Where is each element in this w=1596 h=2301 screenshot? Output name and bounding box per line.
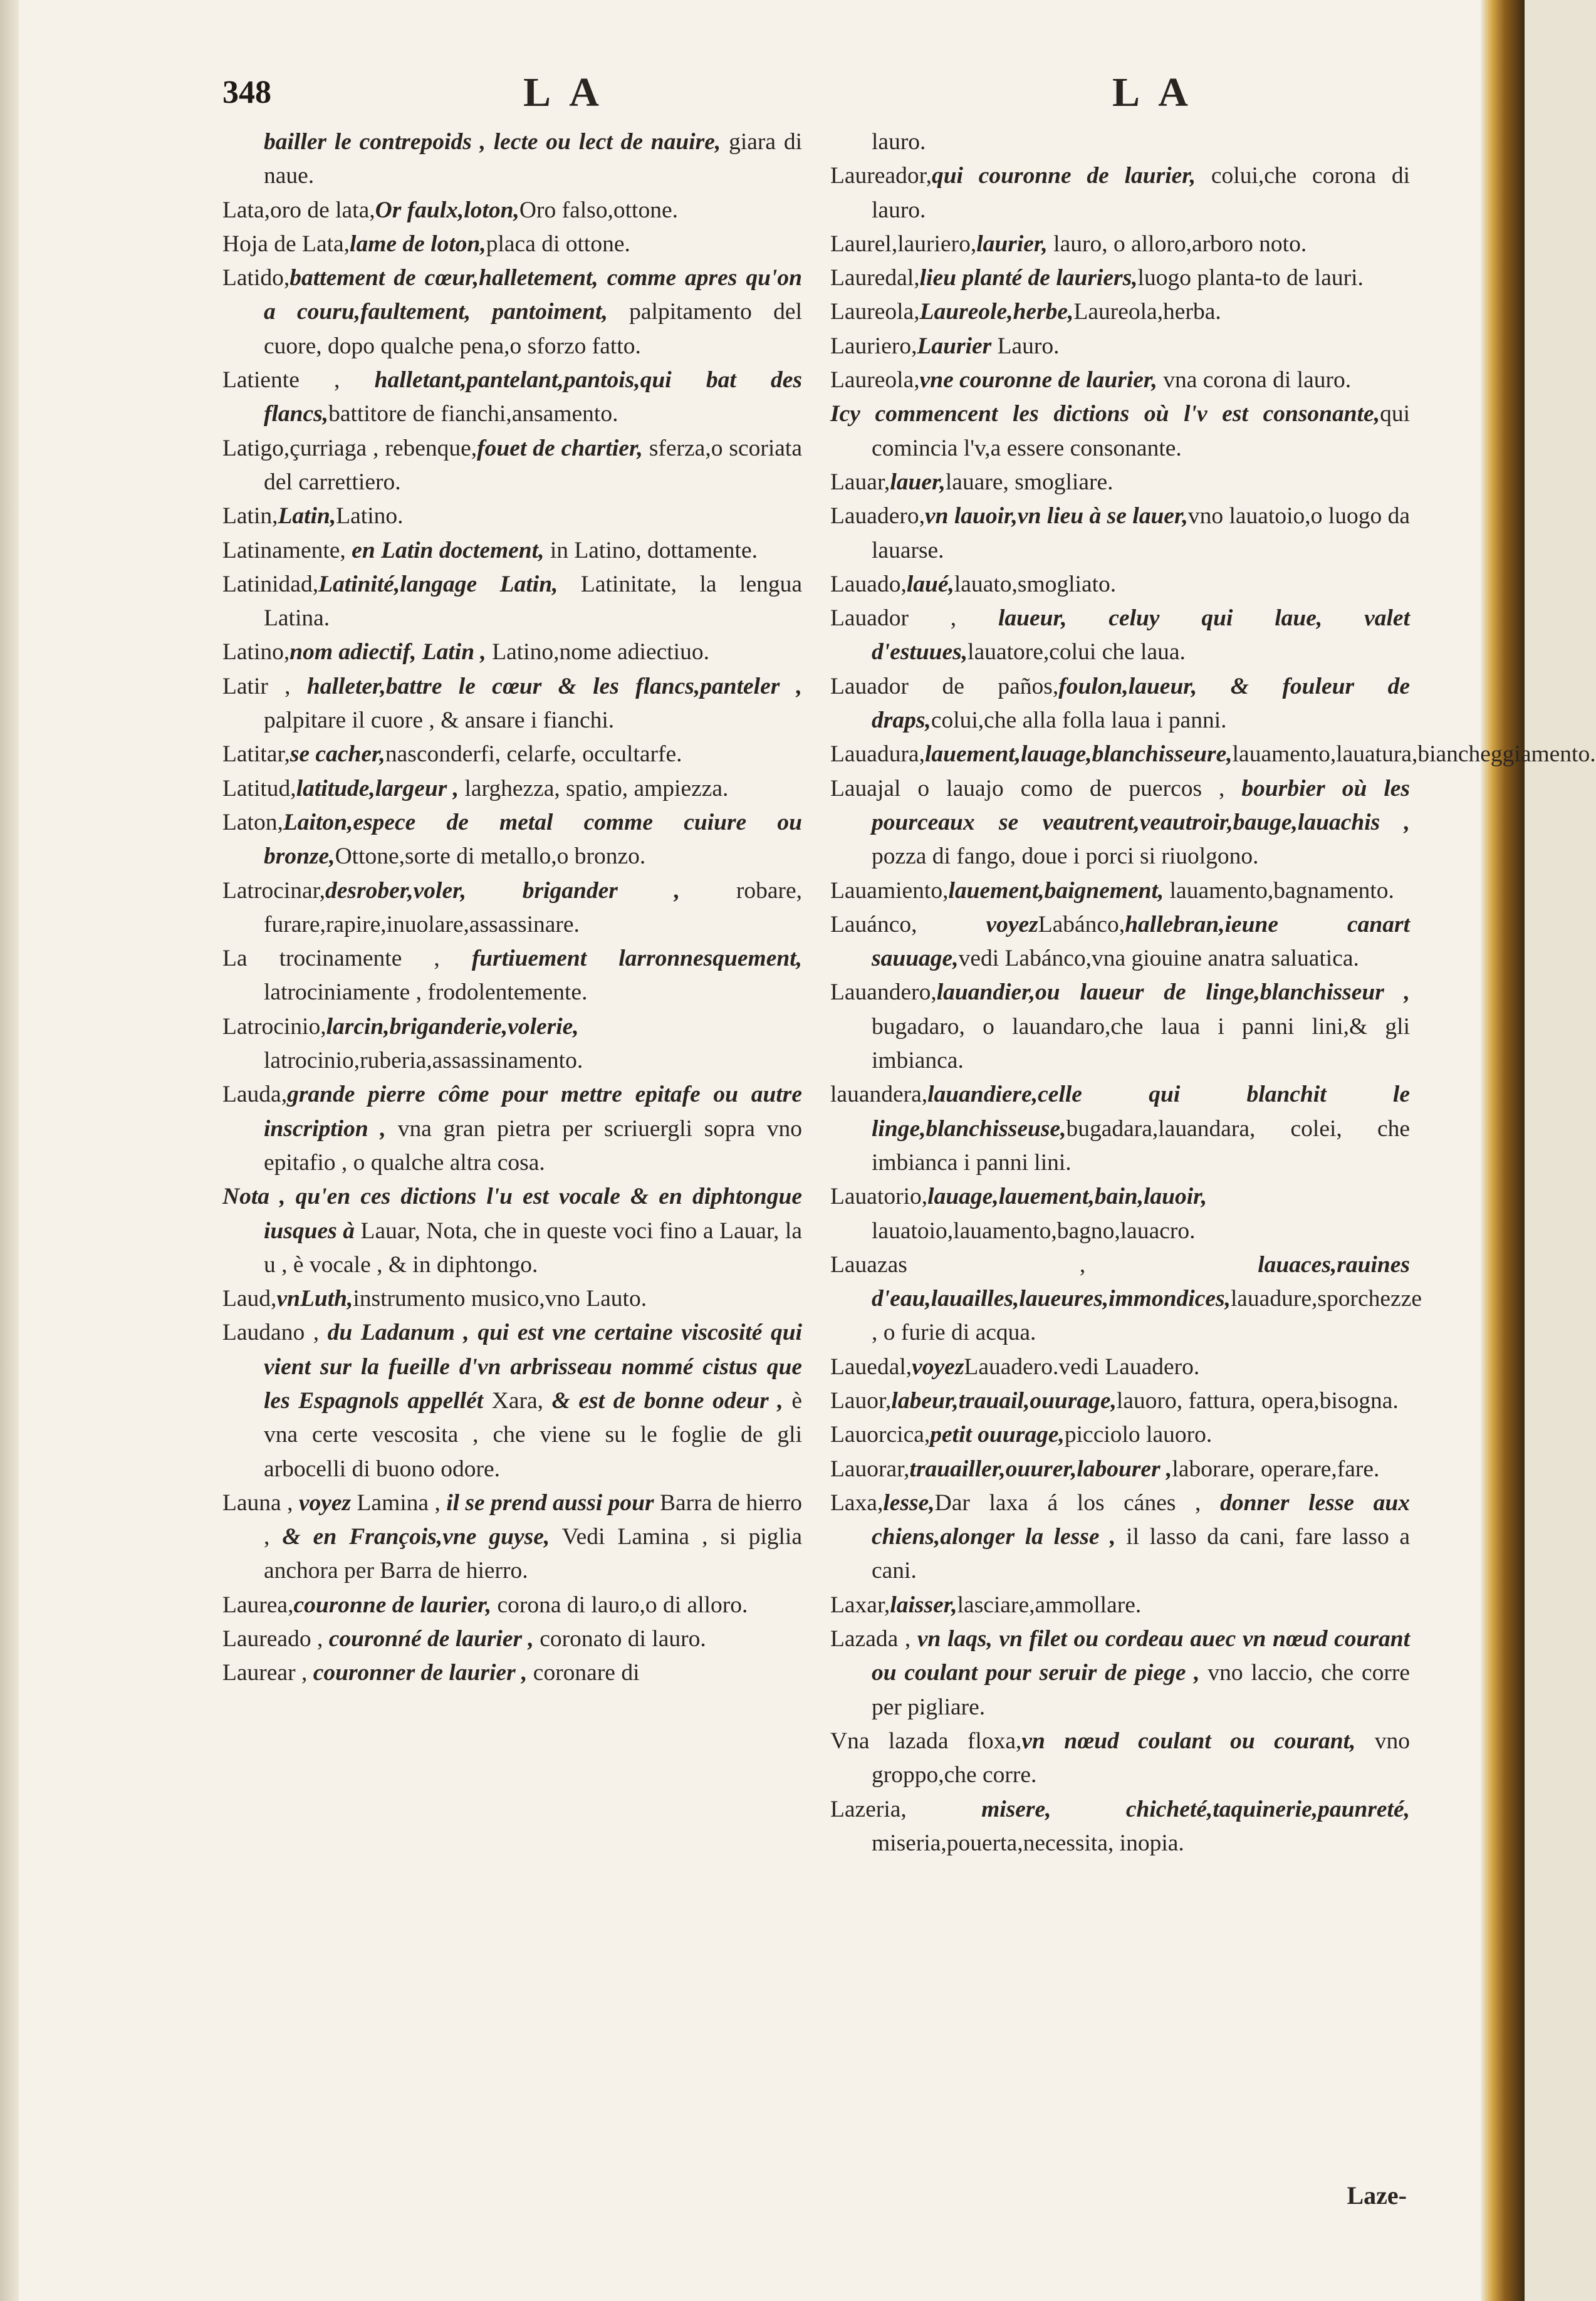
dictionary-entry xyxy=(830,1384,1410,1418)
dictionary-entry xyxy=(222,806,802,874)
headword: Lauorar, xyxy=(830,1456,910,1482)
italian-gloss: Lauar, Nota, che in queste voci fino a Lauar, la u , è vocale , & in diphtongo. xyxy=(264,1218,802,1278)
italian-gloss: instrumento musico, xyxy=(353,1286,545,1312)
headword: Latido, xyxy=(222,265,290,291)
dictionary-entry xyxy=(222,363,802,432)
dictionary-entry xyxy=(830,1418,1410,1452)
headword: Lauánco, xyxy=(830,911,986,937)
headword: Laxar, xyxy=(830,1592,890,1618)
french-gloss: vn laqs, vn filet ou cordeau auec vn nœud courant ou coulant pour seruir de piege , xyxy=(872,1626,1410,1686)
dictionary-entry xyxy=(222,125,802,194)
italian-gloss: lasciare,ammollare. xyxy=(957,1592,1142,1618)
italian-gloss: Barra de hierro , xyxy=(264,1490,802,1550)
italian-gloss: pozza di fango, doue i porci si riuolgono. xyxy=(872,843,1259,870)
italian-gloss: Xara, xyxy=(483,1387,552,1414)
headword: Latir , xyxy=(222,673,307,699)
dictionary-entry xyxy=(830,1724,1410,1793)
italian-gloss: bugadara,lauandara, colei, che imbianca i panni lini. xyxy=(872,1115,1410,1176)
french-gloss: & en François,vne guyse, xyxy=(282,1524,550,1550)
dictionary-entry xyxy=(830,227,1410,261)
headword: Lauadero, xyxy=(830,503,925,530)
italian-gloss: lauatoio,lauamento,bagno,lauacro. xyxy=(872,1218,1196,1244)
french-gloss: Latin, xyxy=(278,503,336,530)
dictionary-entry xyxy=(830,1248,1422,1350)
catchword: Laze- xyxy=(1347,2181,1407,2210)
french-gloss: misere, chicheté,taquinerie,paunreté, xyxy=(981,1796,1410,1822)
dictionary-entry xyxy=(222,1622,802,1656)
headword: Laudano , xyxy=(222,1320,328,1346)
italian-gloss: vno Lauto. xyxy=(545,1286,647,1312)
french-gloss: desrober,voler, brigander , xyxy=(325,877,681,904)
italian-gloss: placa di ottone. xyxy=(486,231,630,257)
dictionary-entry xyxy=(222,534,802,568)
french-gloss: lauer, xyxy=(890,469,946,495)
french-gloss: larcin,briganderie,volerie, xyxy=(326,1013,579,1040)
left-column xyxy=(222,125,802,2231)
french-gloss: il se prend aussi pour xyxy=(446,1490,654,1516)
italian-gloss: lauatore,colui che laua. xyxy=(968,639,1186,665)
page-edge xyxy=(1481,0,1525,2301)
dictionary-entry xyxy=(222,1010,802,1078)
dictionary-entry xyxy=(222,874,802,942)
italian-gloss: Latino. xyxy=(336,503,404,530)
french-gloss: voyez xyxy=(912,1354,964,1380)
italian-gloss: Dar laxa á los cánes , xyxy=(934,1490,1221,1516)
italian-gloss: lauamento,lauatura,bianchеggiamento. xyxy=(1232,741,1596,768)
dictionary-entry xyxy=(222,194,802,227)
headword: Hoja de Lata, xyxy=(222,231,350,257)
dictionary-entry xyxy=(222,942,802,1010)
headword: Lauado, xyxy=(830,571,907,597)
headword: Laureador, xyxy=(830,163,932,189)
french-gloss: lame de loton, xyxy=(350,231,486,257)
headword: Lauedal, xyxy=(830,1354,912,1380)
italian-gloss: coronare di xyxy=(527,1660,640,1686)
french-gloss: Nota , qu'en ces dictions l'u est vocale & en diphtongue iusques à xyxy=(222,1184,802,1244)
headword: Laurear , xyxy=(222,1660,313,1686)
french-gloss: couronne de laurier, xyxy=(293,1592,492,1618)
dictionary-entry xyxy=(222,738,802,771)
french-gloss: labeur,trauail,ouurage, xyxy=(891,1387,1117,1414)
headword: Latitud, xyxy=(222,775,296,801)
dictionary-entry xyxy=(830,738,1596,771)
italian-gloss: Latino,nome adiectiuo. xyxy=(486,639,709,665)
dictionary-entry xyxy=(830,125,1410,159)
headword: Latitar, xyxy=(222,741,290,768)
italian-gloss: è vna certe vescosita , che viene su le foglie de gli arbocelli di buono odore. xyxy=(264,1387,802,1482)
french-gloss: laurier, xyxy=(976,231,1048,257)
italian-gloss: vno lauatoio,o luogo da lauarse. xyxy=(872,503,1410,563)
italian-gloss: corona di lauro,o di alloro. xyxy=(491,1592,748,1618)
dictionary-entry xyxy=(830,1793,1410,1861)
headword: Laureola, xyxy=(830,367,920,394)
italian-gloss: lauro, o alloro,arboro noto. xyxy=(1047,231,1307,257)
french-gloss: vn lauoir,vn lieu à se lauer, xyxy=(924,503,1188,530)
dictionary-entry xyxy=(222,1078,802,1180)
french-gloss: lauage,lauement,bain,lauoir, xyxy=(927,1184,1207,1210)
french-gloss: en Latin doctement, xyxy=(352,537,545,563)
french-gloss: laisser, xyxy=(890,1592,957,1618)
dictionary-entry xyxy=(830,1180,1410,1248)
headword: Lauandero, xyxy=(830,979,937,1006)
french-gloss: trauailler,ouurer,labourer , xyxy=(909,1456,1172,1482)
italian-gloss: sferza,o scoriata del carrettiero. xyxy=(264,435,802,495)
french-gloss: vnLuth, xyxy=(276,1286,353,1312)
italian-gloss: il lasso da cani, fare lasso a cani. xyxy=(872,1524,1410,1584)
dictionary-entry xyxy=(830,261,1410,295)
italian-gloss: palpitare il cuore , & ansare i fianchi. xyxy=(264,707,615,734)
french-gloss: du Ladanum , qui est vne certaine viscosité qui vient sur la fueille d'vn arbrisseau nommé cistus que les Espagnols appellét xyxy=(264,1320,802,1414)
french-gloss: halleter,battre le cœur & les flancs,panteler , xyxy=(306,673,802,699)
headword: Laud, xyxy=(222,1286,277,1312)
italian-gloss: Lauro. xyxy=(991,333,1060,359)
french-gloss: Laiton,espece de metal comme cuiure ou bronze, xyxy=(264,809,802,870)
french-gloss: lauement,baignement, xyxy=(948,877,1164,904)
binding-gutter xyxy=(0,0,19,2301)
headword: Laxa, xyxy=(830,1490,884,1516)
french-gloss: voyez xyxy=(298,1490,352,1516)
headword: Lauar, xyxy=(830,469,890,495)
dictionary-entry xyxy=(830,772,1410,874)
italian-gloss: vna corona di lauro. xyxy=(1157,367,1352,394)
french-gloss: & est de bonne odeur , xyxy=(551,1387,783,1414)
french-gloss: lauement,lauage,blanchisseure, xyxy=(924,741,1233,768)
headword: Vna lazada floxa, xyxy=(830,1728,1022,1754)
italian-gloss: Latinitate, la lengua Latina. xyxy=(264,571,803,632)
italian-gloss: coronato di lauro. xyxy=(533,1626,706,1652)
headword: La trocinamente , xyxy=(222,946,472,972)
headword: Laureola, xyxy=(830,299,920,325)
italian-gloss: Lauadero.vedi Lauadero. xyxy=(964,1354,1200,1380)
headword: Latrocinar, xyxy=(222,877,326,904)
dictionary-entry xyxy=(222,1316,802,1486)
dictionary-entry xyxy=(222,499,802,533)
dictionary-entry xyxy=(830,330,1410,363)
french-gloss: fouet de chartier, xyxy=(477,435,643,461)
headword: Lauatorio, xyxy=(830,1184,928,1210)
headword: Latigo,çurriaga , rebenque, xyxy=(222,435,477,461)
french-gloss: lauandier,ou laueur de linge,blanchisseur , xyxy=(936,979,1410,1006)
headword: Launa , xyxy=(222,1490,299,1516)
headword: Latinamente, xyxy=(222,537,352,563)
italian-gloss: vedi Labánco,vna giouine anatra saluatica. xyxy=(958,946,1359,972)
french-gloss: furtiuement larronnesquement, xyxy=(471,946,802,972)
italian-gloss: vna gran pietra per scriuergli sopra vno epitafio , o qualche altra cosa. xyxy=(264,1115,803,1176)
headword: Lauriero, xyxy=(830,333,917,359)
italian-gloss: vno groppo,che corre. xyxy=(872,1728,1410,1788)
headword: Latin, xyxy=(222,503,278,530)
italian-gloss: laborare, operare,fare. xyxy=(1172,1456,1380,1482)
french-gloss: lesse, xyxy=(883,1490,935,1516)
french-gloss: vne couronne de laurier, xyxy=(919,367,1157,394)
dictionary-entry xyxy=(222,1180,802,1282)
headword: Lauorcica, xyxy=(830,1422,931,1448)
french-gloss: halletant,pantelant,pantois,qui bat des flancs, xyxy=(264,367,802,427)
italian-gloss: Laureola,herba. xyxy=(1073,299,1221,325)
dictionary-entry xyxy=(830,602,1410,670)
dictionary-entry xyxy=(222,568,802,636)
dictionary-entry xyxy=(830,670,1410,738)
dictionary-entry xyxy=(830,1622,1410,1724)
italian-gloss: larghezza, spatio, ampiezza. xyxy=(459,775,729,801)
italian-gloss: battitore de fianchi,ansamento. xyxy=(328,401,618,427)
french-gloss: qui couronne de laurier, xyxy=(931,163,1196,189)
dictionary-entry xyxy=(830,1350,1410,1384)
dictionary-entry xyxy=(830,976,1410,1078)
italian-gloss: latrociniamente , frodolentemente. xyxy=(264,979,588,1006)
dictionary-entry xyxy=(222,670,802,738)
running-head-right: L A xyxy=(1112,70,1194,115)
french-gloss: donner lesse aux chiens,alonger la lesse , xyxy=(872,1490,1410,1550)
dictionary-entry xyxy=(830,466,1410,499)
dictionary-entry xyxy=(222,227,802,261)
headword: Lauazas , xyxy=(830,1251,1258,1278)
french-gloss: bourbier où les pourceaux se veautrent,veautroir,bauge,lauachis , xyxy=(872,775,1410,835)
italian-gloss: lauadure,sporchezze , o furie di acqua. xyxy=(872,1286,1422,1346)
french-gloss: se cacher, xyxy=(289,741,385,768)
french-gloss: latitude,largeur , xyxy=(296,775,459,801)
italian-gloss: bugadaro, o lauandaro,che laua i panni lini,& gli imbianca. xyxy=(872,1013,1410,1074)
dictionary-entry xyxy=(830,397,1410,466)
dictionary-entry xyxy=(222,1589,802,1622)
french-gloss: bailler le contrepoids , lecte ou lect de nauire, xyxy=(264,129,721,155)
italian-gloss: Oro falso,ottone. xyxy=(519,197,678,223)
headword: Lauador de paños, xyxy=(830,673,1059,699)
dictionary-entry xyxy=(830,499,1410,568)
french-gloss: Laurier xyxy=(917,333,992,359)
italian-gloss: vno laccio, che corre per pigliare. xyxy=(872,1660,1410,1720)
running-head xyxy=(222,69,1407,119)
headword: Laureado , xyxy=(222,1626,329,1652)
dictionary-entry xyxy=(830,159,1410,227)
dictionary-entry xyxy=(222,261,802,363)
italian-gloss: giara di naue. xyxy=(264,129,802,189)
french-gloss: grande pierre côme pour mettre epitafe ou autre inscription , xyxy=(264,1082,802,1142)
french-gloss: couronné de laurier , xyxy=(328,1626,534,1652)
italian-gloss: palpitamento del cuore, dopo qualche pena,o sforzo fatto. xyxy=(264,299,802,359)
italian-gloss: robare, furare,rapire,inuolare,assassinare. xyxy=(264,877,803,937)
french-gloss: Laureole,herbe, xyxy=(919,299,1074,325)
dictionary-entry xyxy=(222,1656,802,1690)
italian-gloss: luogo planta-to de lauri. xyxy=(1137,265,1364,291)
french-gloss: nom adiectif, Latin , xyxy=(289,639,486,665)
italian-gloss: miseria,pouerta,necessita, inopia. xyxy=(872,1830,1184,1856)
italian-gloss: nasconderfi, celarfe, occultarfe. xyxy=(385,741,682,768)
dictionary-entry xyxy=(222,1282,802,1316)
dictionary-entry xyxy=(830,908,1410,976)
italian-gloss: Ottone,sorte di metallo,o bronzo. xyxy=(335,843,646,870)
dictionary-entry xyxy=(222,772,802,806)
italian-gloss: qui comincia l'v,a essere consonante. xyxy=(872,401,1410,461)
headword: Latinidad, xyxy=(222,571,319,597)
dictionary-entry xyxy=(830,1078,1410,1180)
headword: Lauajal o lauajo como de puercos , xyxy=(830,775,1242,801)
french-gloss: lauaces,rauines d'eau,lauailles,laueures,immondices, xyxy=(872,1251,1410,1312)
dictionary-entry xyxy=(830,1453,1410,1486)
running-head-left: L A xyxy=(523,70,605,115)
dictionary-entry xyxy=(830,568,1410,602)
french-gloss: Icy commencent les dictions où l'v est consonante, xyxy=(830,401,1380,427)
headword: Lauor, xyxy=(830,1387,892,1414)
headword: Lazeria, xyxy=(830,1796,982,1822)
italian-gloss: colui,che corona di lauro. xyxy=(872,163,1410,223)
french-gloss: battement de cœur,halletement, comme apres qu'on a couru,faultement, pantoiment, xyxy=(264,265,802,325)
italian-gloss: picciolo lauoro. xyxy=(1064,1422,1213,1448)
french-gloss: laueur, celuy qui laue, valet d'estuues, xyxy=(872,605,1410,665)
italian-gloss: in Latino, dottamente. xyxy=(544,537,758,563)
headword: Latrocinio, xyxy=(222,1013,326,1040)
page-number: 348 xyxy=(222,75,271,110)
french-gloss: Or faulx,loton, xyxy=(375,197,519,223)
headword: Latino, xyxy=(222,639,290,665)
french-gloss: Latinité,langage Latin, xyxy=(318,571,558,597)
headword: lauandera, xyxy=(830,1082,928,1108)
headword: Laurel,lauriero, xyxy=(830,231,977,257)
dictionary-entry xyxy=(830,1486,1410,1589)
dictionary-entry xyxy=(222,432,802,500)
headword: Laurea, xyxy=(222,1592,294,1618)
french-gloss: hallebran,ieune canart sauuage, xyxy=(872,911,1410,972)
italian-gloss: lauoro, fattura, opera,bisogna. xyxy=(1116,1387,1399,1414)
dictionary-entry xyxy=(830,1589,1410,1622)
french-gloss: petit ouurage, xyxy=(930,1422,1065,1448)
dictionary-entry xyxy=(830,295,1410,329)
french-gloss: lauandiere,celle qui blanchit le linge,blanchisseuse, xyxy=(872,1082,1410,1142)
dictionary-page xyxy=(222,69,1596,2262)
french-gloss: laué, xyxy=(906,571,954,597)
headword: Laton, xyxy=(222,809,283,835)
italian-gloss: colui,che alla folla laua i panni. xyxy=(931,707,1227,734)
italian-gloss: lauamento,bagnamento. xyxy=(1164,877,1394,904)
italian-gloss: latrocinio,ruberia,assassinamento. xyxy=(264,1048,583,1074)
headword: Latiente , xyxy=(222,367,375,394)
dictionary-entry xyxy=(222,1486,802,1589)
headword: Lauadura, xyxy=(830,741,925,768)
dictionary-entry xyxy=(830,874,1410,908)
french-gloss: foulon,laueur, & fouleur de draps, xyxy=(872,673,1410,734)
headword: Lauador , xyxy=(830,605,999,632)
headword: Lauamiento, xyxy=(830,877,949,904)
french-gloss: lieu planté de lauriers, xyxy=(919,265,1138,291)
italian-gloss: lauato,smogliato. xyxy=(954,571,1117,597)
dictionary-entry xyxy=(222,635,802,669)
headword: Lauda, xyxy=(222,1082,288,1108)
italian-gloss: lauare, smogliare. xyxy=(945,469,1114,495)
italian-gloss: Lamina , xyxy=(351,1490,447,1516)
dictionary-entry xyxy=(830,363,1410,397)
italian-gloss: Vedi Lamina , si piglia anchora per Barra de hierro. xyxy=(264,1524,802,1584)
french-gloss: couronner de laurier , xyxy=(313,1660,528,1686)
headword: Lazada , xyxy=(830,1626,917,1652)
french-gloss: vn nœud coulant ou courant, xyxy=(1021,1728,1356,1754)
headword: Lata,oro de lata, xyxy=(222,197,375,223)
french-gloss: voyez xyxy=(986,911,1038,937)
right-column xyxy=(830,125,1596,2231)
italian-gloss: lauro. xyxy=(872,129,926,155)
headword: Lauredal, xyxy=(830,265,920,291)
italian-gloss: Labánco, xyxy=(1038,911,1125,937)
